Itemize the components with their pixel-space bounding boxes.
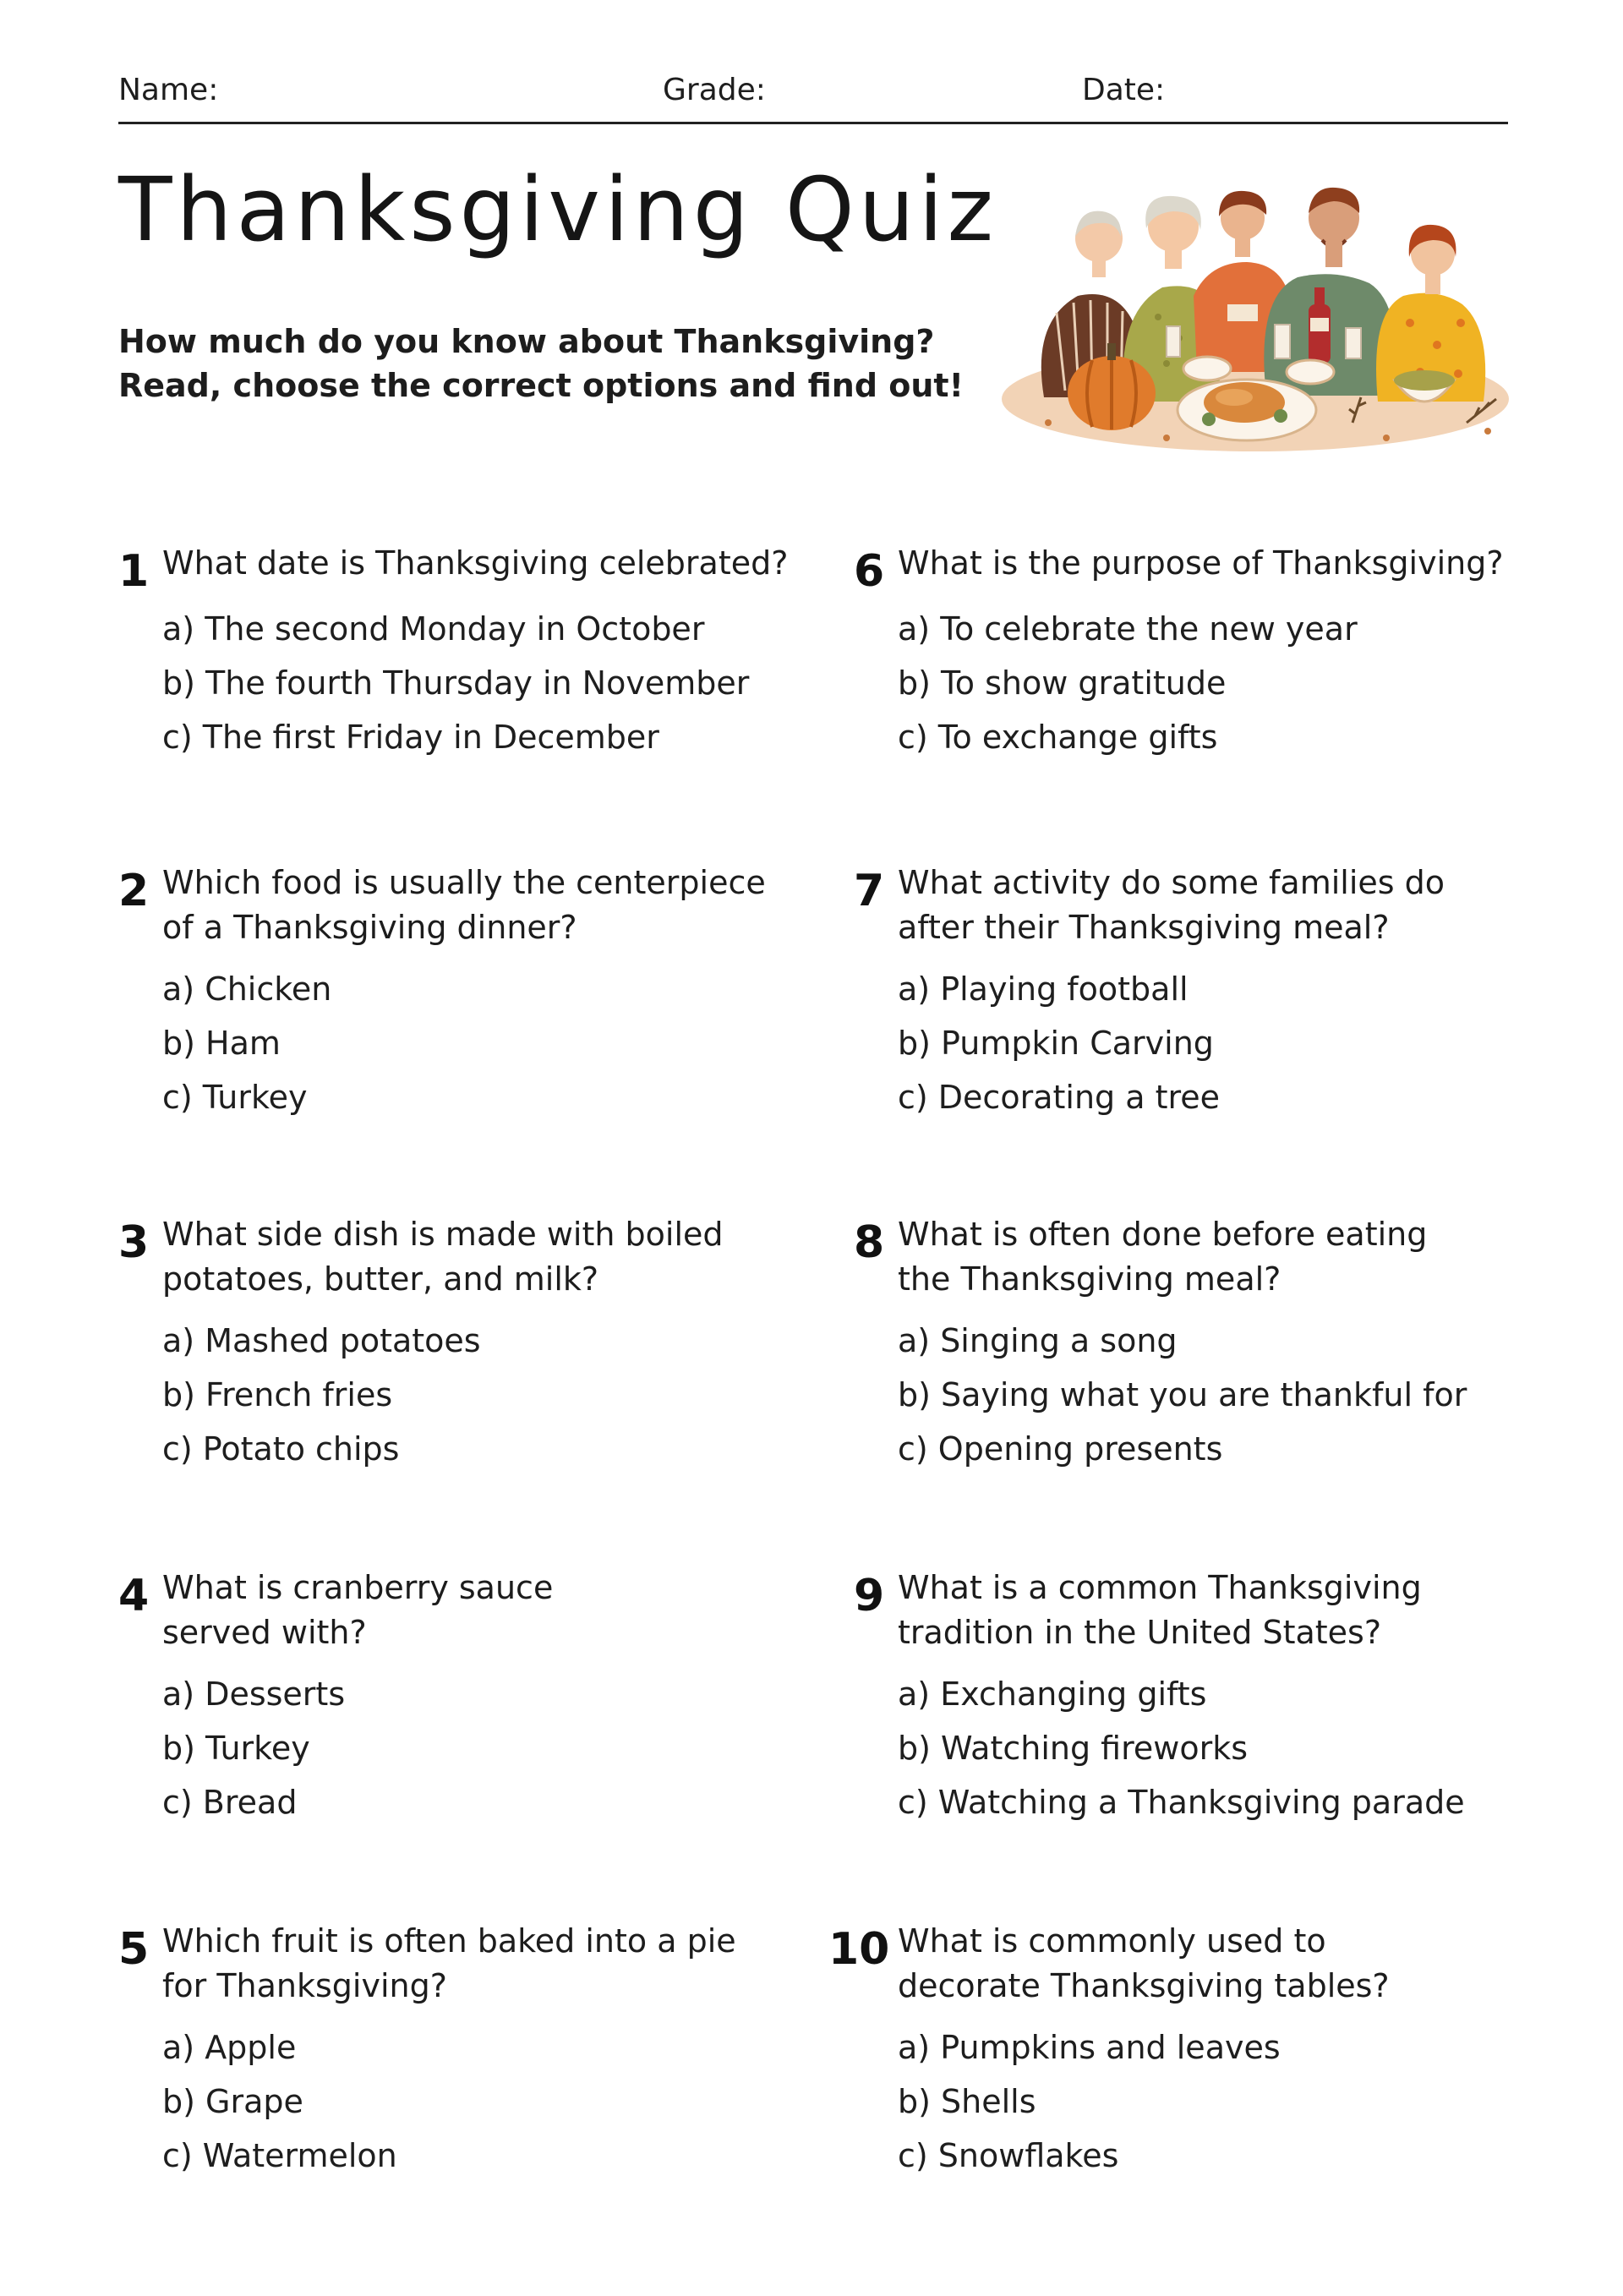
- answer-option[interactable]: b) Pumpkin Carving: [898, 1025, 1214, 1062]
- answer-option[interactable]: b) Grape: [162, 2083, 303, 2120]
- answer-option[interactable]: a) Exchanging gifts: [898, 1676, 1207, 1713]
- question-5: [118, 1919, 845, 2189]
- question-text-line: What date is Thanksgiving celebrated?: [162, 544, 789, 582]
- answer-options: [162, 602, 749, 764]
- question-7: [854, 861, 1581, 1131]
- answer-option[interactable]: a) To celebrate the new year: [898, 610, 1358, 648]
- answer-options: [898, 1667, 1465, 1829]
- answer-option[interactable]: a) Desserts: [162, 1676, 346, 1713]
- plate-left: [1183, 357, 1231, 380]
- question-text-line: tradition in the United States?: [898, 1614, 1382, 1651]
- answer-option[interactable]: a) Singing a song: [898, 1322, 1178, 1359]
- question-number: 2: [118, 866, 150, 916]
- question-number: 4: [118, 1571, 150, 1621]
- question-text-line: What is often done before eating: [898, 1216, 1428, 1253]
- question-1: [118, 541, 845, 771]
- question-text-line: What activity do some families do: [898, 864, 1445, 901]
- question-2: [118, 861, 845, 1131]
- question-text: [898, 861, 1557, 950]
- question-number: 5: [118, 1924, 150, 1975]
- question-3: [118, 1212, 845, 1483]
- answer-options: [162, 1667, 345, 1829]
- question-number: 10: [828, 1924, 890, 1975]
- answer-option[interactable]: b) Saying what you are thankful for: [898, 1376, 1467, 1413]
- intro-line-2: Read, choose the correct options and find out!: [118, 367, 964, 404]
- question-text: [162, 541, 822, 586]
- intro-line-1: How much do you know about Thanksgiving?: [118, 323, 935, 360]
- answer-option[interactable]: b) Shells: [898, 2083, 1036, 2120]
- answer-option[interactable]: c) Opening presents: [898, 1430, 1223, 1468]
- answer-option[interactable]: b) To show gratitude: [898, 664, 1227, 702]
- question-9: [854, 1566, 1581, 1836]
- question-text: [898, 1566, 1557, 1655]
- page-title: Thanksgiving Quiz: [118, 158, 998, 261]
- answer-option[interactable]: c) Turkey: [162, 1079, 308, 1116]
- question-text: [898, 1919, 1557, 2009]
- answer-options: [162, 962, 331, 1124]
- question-number: 9: [854, 1571, 885, 1621]
- answer-options: [898, 602, 1358, 764]
- grade-label: Grade:: [663, 73, 766, 107]
- question-10: [828, 1919, 1581, 2189]
- question-text: [898, 541, 1557, 586]
- answer-option[interactable]: c) Decorating a tree: [898, 1079, 1221, 1116]
- question-text-line: What side dish is made with boiled: [162, 1216, 724, 1253]
- question-text-line: for Thanksgiving?: [162, 1967, 447, 2004]
- question-text-line: What is a common Thanksgiving: [898, 1569, 1422, 1606]
- question-text-line: of a Thanksgiving dinner?: [162, 909, 577, 946]
- question-text-line: potatoes, butter, and milk?: [162, 1260, 599, 1298]
- question-text-line: What is the purpose of Thanksgiving?: [898, 544, 1504, 582]
- question-text-line: Which food is usually the centerpiece: [162, 864, 766, 901]
- question-8: [854, 1212, 1581, 1483]
- answer-option[interactable]: b) French fries: [162, 1376, 393, 1413]
- answer-option[interactable]: c) The first Friday in December: [162, 719, 659, 756]
- question-text: [898, 1212, 1557, 1302]
- answer-option[interactable]: b) Ham: [162, 1025, 281, 1062]
- answer-options: [898, 1314, 1467, 1476]
- answer-option[interactable]: a) The second Monday in October: [162, 610, 705, 648]
- answer-option[interactable]: b) Turkey: [162, 1730, 310, 1767]
- answer-option[interactable]: c) Bread: [162, 1784, 298, 1821]
- question-number: 6: [854, 546, 885, 597]
- answer-option[interactable]: c) Watermelon: [162, 2137, 397, 2174]
- name-label: Name:: [118, 73, 219, 107]
- answer-options: [898, 2020, 1281, 2183]
- question-text-line: after their Thanksgiving meal?: [898, 909, 1390, 946]
- answer-options: [898, 962, 1220, 1124]
- student-info-row: [118, 73, 1508, 124]
- question-text-line: Which fruit is often baked into a pie: [162, 1922, 736, 1960]
- question-text-line: served with?: [162, 1614, 367, 1651]
- intro-text: [118, 320, 964, 407]
- answer-option[interactable]: a) Chicken: [162, 970, 332, 1008]
- question-text-line: decorate Thanksgiving tables?: [898, 1967, 1390, 2004]
- answer-option[interactable]: a) Apple: [162, 2029, 297, 2066]
- answer-option[interactable]: c) Snowflakes: [898, 2137, 1119, 2174]
- question-number: 7: [854, 866, 885, 916]
- question-text-line: the Thanksgiving meal?: [898, 1260, 1281, 1298]
- question-text: [162, 1919, 822, 2009]
- answer-option[interactable]: a) Playing football: [898, 970, 1189, 1008]
- answer-option[interactable]: b) The fourth Thursday in November: [162, 664, 750, 702]
- answer-option[interactable]: a) Mashed potatoes: [162, 1322, 481, 1359]
- question-text-line: What is cranberry sauce: [162, 1569, 554, 1606]
- question-text: [162, 1566, 822, 1655]
- question-text-line: What is commonly used to: [898, 1922, 1326, 1960]
- question-number: 1: [118, 546, 150, 597]
- answer-option[interactable]: c) Watching a Thanksgiving parade: [898, 1784, 1465, 1821]
- turkey-platter: [1178, 380, 1316, 440]
- question-number: 8: [854, 1217, 885, 1268]
- thanksgiving-family-dinner-illustration: [997, 169, 1513, 456]
- question-4: [118, 1566, 845, 1836]
- answer-option[interactable]: c) To exchange gifts: [898, 719, 1218, 756]
- answer-option[interactable]: b) Watching fireworks: [898, 1730, 1249, 1767]
- answer-option[interactable]: c) Potato chips: [162, 1430, 400, 1468]
- plate-right: [1287, 360, 1334, 384]
- answer-options: [162, 2020, 397, 2183]
- question-text: [162, 861, 822, 950]
- question-text: [162, 1212, 822, 1302]
- question-6: [854, 541, 1581, 771]
- answer-options: [162, 1314, 481, 1476]
- question-number: 3: [118, 1217, 150, 1268]
- answer-option[interactable]: a) Pumpkins and leaves: [898, 2029, 1281, 2066]
- date-label: Date:: [1082, 73, 1166, 107]
